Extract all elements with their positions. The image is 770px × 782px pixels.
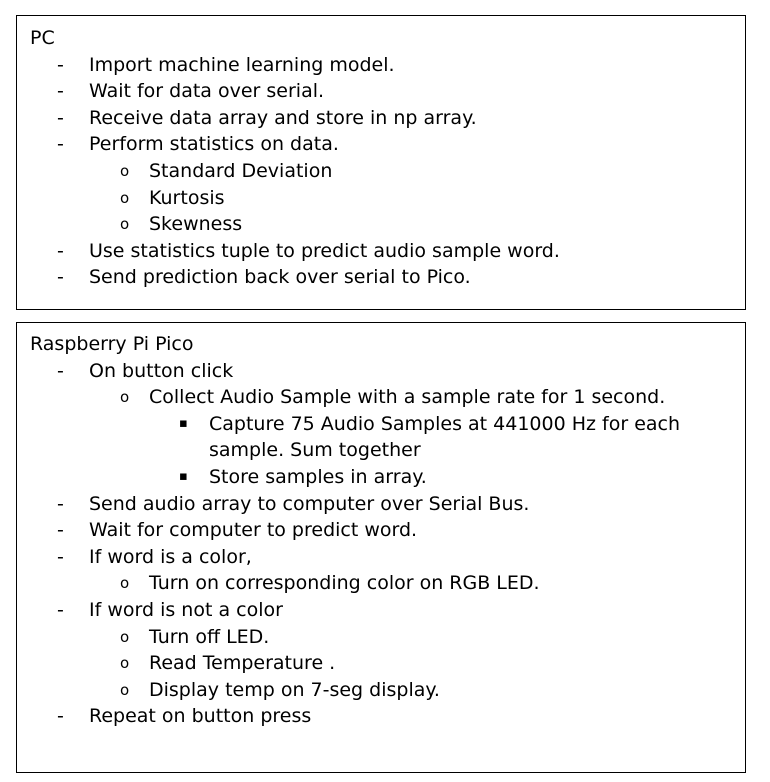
sub-sub-list-item	[17, 411, 745, 464]
circle-bullet: o	[120, 654, 130, 673]
sub-list-item	[17, 624, 745, 651]
list-item	[17, 78, 745, 105]
list-item-text: If word is not a color	[89, 598, 283, 621]
list-item-text: Send audio array to computer over Serial Bus.	[89, 492, 530, 515]
dash-bullet: -	[57, 133, 64, 156]
list-item	[17, 131, 745, 158]
list-item-text: Wait for computer to predict word.	[89, 519, 418, 542]
dash-bullet: -	[57, 705, 64, 728]
dash-bullet: -	[57, 266, 64, 289]
pc-section-title: PC	[30, 27, 55, 49]
list-item	[17, 238, 745, 265]
list-item	[17, 491, 745, 518]
circle-bullet: o	[120, 574, 130, 593]
circle-bullet: o	[120, 215, 130, 234]
circle-bullet: o	[120, 627, 130, 646]
list-item-text: Read Temperature .	[149, 652, 336, 675]
list-item	[17, 517, 745, 544]
list-item-text: Standard Deviation	[149, 159, 333, 182]
list-item-text: Kurtosis	[149, 186, 225, 209]
list-item	[17, 703, 745, 730]
list-item	[17, 544, 745, 571]
dash-bullet: -	[57, 598, 64, 621]
dash-bullet: -	[57, 359, 64, 382]
sub-list-item	[17, 211, 745, 238]
list-item-text: Store samples in array.	[209, 465, 427, 488]
pc-section	[16, 15, 746, 310]
square-bullet: ▪	[179, 415, 188, 431]
list-item-text: Repeat on button press	[89, 705, 312, 728]
list-item	[17, 52, 745, 79]
dash-bullet: -	[57, 492, 64, 515]
list-item-text: Use statistics tuple to predict audio sample word.	[89, 239, 560, 262]
list-item-text: Skewness	[149, 213, 243, 236]
dash-bullet: -	[57, 519, 64, 542]
list-item-text: Capture 75 Audio Samples at 441000 Hz for each sample. Sum together	[209, 412, 681, 462]
dash-bullet: -	[57, 106, 64, 129]
list-item	[17, 358, 745, 385]
list-item-text: Send prediction back over serial to Pico.	[89, 266, 471, 289]
sub-list-item	[17, 158, 745, 185]
list-item	[17, 105, 745, 132]
list-item-text: On button click	[89, 359, 234, 382]
sub-list-item	[17, 185, 745, 212]
list-item-text: Import machine learning model.	[89, 53, 395, 76]
pc-step-list	[17, 52, 745, 291]
dash-bullet: -	[57, 53, 64, 76]
dash-bullet: -	[57, 545, 64, 568]
sub-list-item	[17, 570, 745, 597]
list-item-text: Display temp on 7-seg display.	[149, 678, 440, 701]
circle-bullet: o	[120, 388, 130, 407]
list-item-text: If word is a color,	[89, 545, 252, 568]
list-item-text: Perform statistics on data.	[89, 133, 339, 156]
pico-section	[16, 322, 746, 773]
circle-bullet: o	[120, 188, 130, 207]
list-item	[17, 264, 745, 291]
sub-sub-list-item	[17, 464, 745, 491]
pico-step-list	[17, 358, 745, 730]
dash-bullet: -	[57, 239, 64, 262]
pico-section-title: Raspberry Pi Pico	[30, 333, 194, 355]
list-item-text: Turn off LED.	[149, 625, 270, 648]
square-bullet: ▪	[179, 468, 188, 484]
list-item-text: Turn on corresponding color on RGB LED.	[149, 572, 540, 595]
sub-list-item	[17, 384, 745, 411]
list-item	[17, 597, 745, 624]
list-item-text: Wait for data over serial.	[89, 80, 325, 103]
sub-list-item	[17, 650, 745, 677]
sub-list-item	[17, 677, 745, 704]
circle-bullet: o	[120, 680, 130, 699]
circle-bullet: o	[120, 161, 130, 180]
dash-bullet: -	[57, 80, 64, 103]
list-item-text: Collect Audio Sample with a sample rate for 1 second.	[149, 386, 666, 409]
list-item-text: Receive data array and store in np array.	[89, 106, 477, 129]
